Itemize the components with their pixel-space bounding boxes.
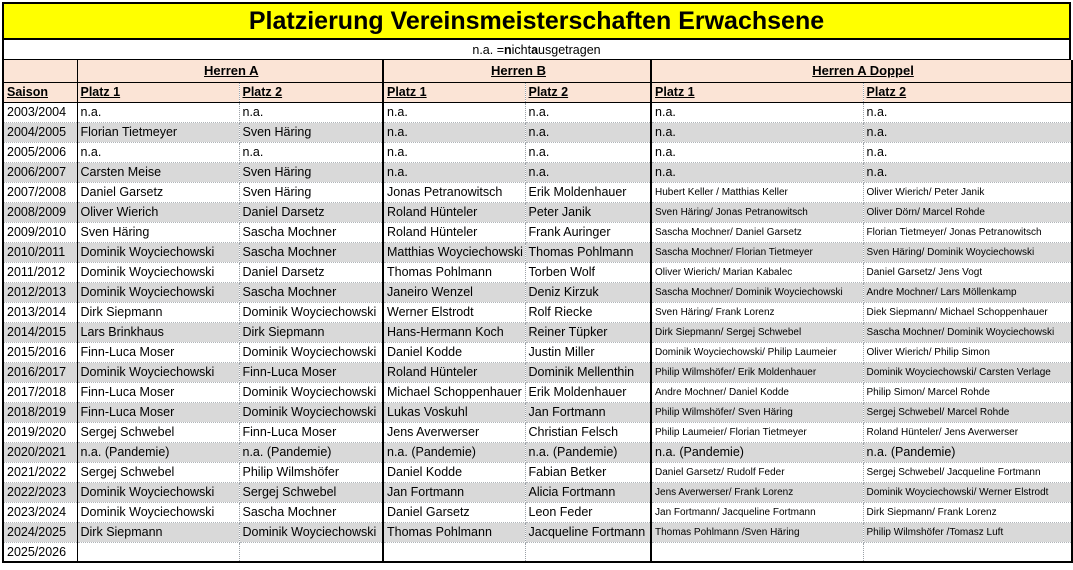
cell-herren-a-platz-1[interactable]: Dominik Woyciechowski: [77, 502, 239, 522]
cell-saison[interactable]: 2010/2011: [3, 242, 77, 262]
cell-herren-a-platz-2[interactable]: Sascha Mochner: [239, 222, 383, 242]
cell-herren-b-platz-1[interactable]: Roland Hünteler: [383, 202, 525, 222]
cell-herren-a-platz-1[interactable]: Sergej Schwebel: [77, 422, 239, 442]
cell-herren-b-platz-2[interactable]: Erik Moldenhauer: [525, 182, 651, 202]
table-row: [3, 342, 1072, 362]
cell-herren-a-platz-2[interactable]: Sascha Mochner: [239, 502, 383, 522]
cell-herren-a-platz-1[interactable]: Oliver Wierich: [77, 202, 239, 222]
table-row: [3, 462, 1072, 482]
cell-herren-b-platz-1[interactable]: Lukas Voskuhl: [383, 402, 525, 422]
cell-doppel-platz-1[interactable]: Jan Fortmann/ Jacqueline Fortmann: [651, 502, 863, 522]
cell-herren-b-platz-2[interactable]: Deniz Kirzuk: [525, 282, 651, 302]
cell-saison[interactable]: 2016/2017: [3, 362, 77, 382]
cell-herren-a-platz-1[interactable]: Dominik Woyciechowski: [77, 262, 239, 282]
cell-herren-a-platz-2[interactable]: Dominik Woyciechowski: [239, 522, 383, 542]
cell-herren-b-platz-1[interactable]: Roland Hünteler: [383, 222, 525, 242]
cell-herren-b-platz-1[interactable]: Jonas Petranowitsch: [383, 182, 525, 202]
cell-herren-a-platz-1[interactable]: Lars Brinkhaus: [77, 322, 239, 342]
cell-herren-b-platz-2[interactable]: Justin Miller: [525, 342, 651, 362]
cell-doppel-platz-2[interactable]: Andre Mochner/ Lars Möllenkamp: [863, 282, 1072, 302]
cell-doppel-platz-2[interactable]: Dominik Woyciechowski/ Carsten Verlage: [863, 362, 1072, 382]
cell-saison[interactable]: 2015/2016: [3, 342, 77, 362]
legend-note: [2, 40, 1071, 60]
cell-saison[interactable]: 2021/2022: [3, 462, 77, 482]
header-doppel-platz-1[interactable]: Platz 1: [651, 82, 863, 102]
cell-herren-b-platz-1[interactable]: Hans-Hermann Koch: [383, 322, 525, 342]
table-row: [3, 242, 1072, 262]
cell-herren-b-platz-2[interactable]: Jacqueline Fortmann: [525, 522, 651, 542]
cell-herren-b-platz-2[interactable]: Peter Janik: [525, 202, 651, 222]
table-row: [3, 162, 1072, 182]
cell-herren-b-platz-2[interactable]: Alicia Fortmann: [525, 482, 651, 502]
cell-herren-b-platz-2[interactable]: Thomas Pohlmann: [525, 242, 651, 262]
cell-herren-a-platz-1[interactable]: Daniel Garsetz: [77, 182, 239, 202]
cell-doppel-platz-2[interactable]: n.a.: [863, 142, 1072, 162]
cell-herren-b-platz-2[interactable]: n.a.: [525, 142, 651, 162]
cell-herren-a-platz-2[interactable]: Dominik Woyciechowski: [239, 402, 383, 422]
note-text: usgetragen: [538, 42, 601, 57]
cell-saison[interactable]: 2022/2023: [3, 482, 77, 502]
cell-herren-a-platz-1[interactable]: Finn-Luca Moser: [77, 342, 239, 362]
cell-herren-a-platz-1[interactable]: Dirk Siepmann: [77, 522, 239, 542]
cell-doppel-platz-1[interactable]: n.a.: [651, 142, 863, 162]
cell-herren-b-platz-1[interactable]: Daniel Garsetz: [383, 502, 525, 522]
cell-herren-b-platz-1[interactable]: Daniel Kodde: [383, 342, 525, 362]
cell-doppel-platz-2[interactable]: Sven Häring/ Dominik Woyciechowski: [863, 242, 1072, 262]
cell-herren-b-platz-1[interactable]: Thomas Pohlmann: [383, 262, 525, 282]
cell-herren-b-platz-1[interactable]: Jens Averwerser: [383, 422, 525, 442]
table-row: [3, 422, 1072, 442]
cell-doppel-platz-2[interactable]: n.a.: [863, 162, 1072, 182]
cell-herren-b-platz-2[interactable]: Rolf Riecke: [525, 302, 651, 322]
table-row: [3, 442, 1072, 462]
cell-herren-b-platz-2[interactable]: Leon Feder: [525, 502, 651, 522]
cell-doppel-platz-1[interactable]: Sven Häring/ Frank Lorenz: [651, 302, 863, 322]
cell-herren-b-platz-2[interactable]: n.a. (Pandemie): [525, 442, 651, 462]
cell-saison[interactable]: 2017/2018: [3, 382, 77, 402]
sheet-title: Platzierung Vereinsmeisterschaften Erwachsene: [2, 2, 1071, 40]
cell-herren-b-platz-1[interactable]: Thomas Pohlmann: [383, 522, 525, 542]
cell-doppel-platz-1[interactable]: Daniel Garsetz/ Rudolf Feder: [651, 462, 863, 482]
table-row: [3, 182, 1072, 202]
cell-herren-a-platz-2[interactable]: Sven Häring: [239, 162, 383, 182]
cell-herren-a-platz-1[interactable]: Dominik Woyciechowski: [77, 242, 239, 262]
table-row: [3, 122, 1072, 142]
cell-herren-a-platz-1[interactable]: Dominik Woyciechowski: [77, 362, 239, 382]
cell-herren-a-platz-1[interactable]: n.a. (Pandemie): [77, 442, 239, 462]
cell-doppel-platz-2[interactable]: Oliver Wierich/ Peter Janik: [863, 182, 1072, 202]
cell-herren-a-platz-1[interactable]: n.a.: [77, 102, 239, 122]
cell-herren-a-platz-1[interactable]: Dominik Woyciechowski: [77, 482, 239, 502]
cell-doppel-platz-2[interactable]: Oliver Dörn/ Marcel Rohde: [863, 202, 1072, 222]
table-row: [3, 322, 1072, 342]
header-saison[interactable]: Saison: [3, 82, 77, 102]
cell-doppel-platz-1[interactable]: Dominik Woyciechowski/ Philip Laumeier: [651, 342, 863, 362]
cell-herren-a-platz-1[interactable]: [77, 542, 239, 562]
cell-doppel-platz-1[interactable]: n.a.: [651, 122, 863, 142]
cell-herren-b-platz-2[interactable]: Frank Auringer: [525, 222, 651, 242]
cell-doppel-platz-1[interactable]: Oliver Wierich/ Marian Kabalec: [651, 262, 863, 282]
cell-doppel-platz-1[interactable]: Sven Häring/ Jonas Petranowitsch: [651, 202, 863, 222]
table-row: [3, 142, 1072, 162]
table-row: [3, 542, 1072, 562]
header-herren-b-platz-2[interactable]: Platz 2: [525, 82, 651, 102]
cell-herren-b-platz-1[interactable]: Werner Elstrodt: [383, 302, 525, 322]
cell-doppel-platz-1[interactable]: Philip Wilmshöfer/ Erik Moldenhauer: [651, 362, 863, 382]
cell-saison[interactable]: 2009/2010: [3, 222, 77, 242]
cell-herren-b-platz-1[interactable]: Matthias Woyciechowski: [383, 242, 525, 262]
cell-doppel-platz-1[interactable]: n.a.: [651, 162, 863, 182]
cell-doppel-platz-2[interactable]: n.a. (Pandemie): [863, 442, 1072, 462]
cell-doppel-platz-1[interactable]: Andre Mochner/ Daniel Kodde: [651, 382, 863, 402]
cell-doppel-platz-2[interactable]: Sascha Mochner/ Dominik Woyciechowski: [863, 322, 1072, 342]
cell-herren-b-platz-1[interactable]: n.a. (Pandemie): [383, 442, 525, 462]
cell-herren-b-platz-1[interactable]: Jan Fortmann: [383, 482, 525, 502]
table-row: [3, 382, 1072, 402]
group-herren-a: Herren A: [77, 60, 383, 82]
cell-herren-a-platz-2[interactable]: n.a. (Pandemie): [239, 442, 383, 462]
cell-doppel-platz-2[interactable]: [863, 542, 1072, 562]
cell-saison[interactable]: 2011/2012: [3, 262, 77, 282]
column-header-row: [3, 82, 1072, 102]
cell-herren-b-platz-1[interactable]: n.a.: [383, 162, 525, 182]
cell-herren-b-platz-1[interactable]: [383, 542, 525, 562]
table-row: [3, 502, 1072, 522]
cell-herren-a-platz-2[interactable]: Finn-Luca Moser: [239, 422, 383, 442]
cell-doppel-platz-1[interactable]: Sascha Mochner/ Florian Tietmeyer: [651, 242, 863, 262]
cell-saison[interactable]: 2012/2013: [3, 282, 77, 302]
cell-herren-a-platz-1[interactable]: n.a.: [77, 142, 239, 162]
cell-doppel-platz-1[interactable]: Thomas Pohlmann /Sven Häring: [651, 522, 863, 542]
table-row: [3, 202, 1072, 222]
cell-herren-a-platz-2[interactable]: Dominik Woyciechowski: [239, 382, 383, 402]
cell-doppel-platz-1[interactable]: Jens Averwerser/ Frank Lorenz: [651, 482, 863, 502]
cell-herren-a-platz-2[interactable]: Sascha Mochner: [239, 282, 383, 302]
cell-doppel-platz-1[interactable]: Dirk Siepmann/ Sergej Schwebel: [651, 322, 863, 342]
cell-saison[interactable]: 2003/2004: [3, 102, 77, 122]
cell-saison[interactable]: 2014/2015: [3, 322, 77, 342]
cell-herren-b-platz-2[interactable]: Fabian Betker: [525, 462, 651, 482]
cell-herren-a-platz-1[interactable]: Finn-Luca Moser: [77, 402, 239, 422]
cell-doppel-platz-1[interactable]: Sascha Mochner/ Dominik Woyciechowski: [651, 282, 863, 302]
cell-doppel-platz-2[interactable]: Sergej Schwebel/ Marcel Rohde: [863, 402, 1072, 422]
cell-saison[interactable]: 2024/2025: [3, 522, 77, 542]
cell-doppel-platz-2[interactable]: Florian Tietmeyer/ Jonas Petranowitsch: [863, 222, 1072, 242]
cell-herren-a-platz-2[interactable]: Dominik Woyciechowski: [239, 342, 383, 362]
cell-herren-a-platz-1[interactable]: Sven Häring: [77, 222, 239, 242]
cell-herren-a-platz-2[interactable]: Sergej Schwebel: [239, 482, 383, 502]
cell-herren-b-platz-1[interactable]: Janeiro Wenzel: [383, 282, 525, 302]
cell-herren-b-platz-2[interactable]: Reiner Tüpker: [525, 322, 651, 342]
cell-saison[interactable]: 2023/2024: [3, 502, 77, 522]
cell-herren-b-platz-2[interactable]: n.a.: [525, 162, 651, 182]
cell-herren-a-platz-2[interactable]: Sven Häring: [239, 182, 383, 202]
cell-herren-b-platz-1[interactable]: Daniel Kodde: [383, 462, 525, 482]
cell-saison[interactable]: 2004/2005: [3, 122, 77, 142]
cell-herren-a-platz-2[interactable]: Finn-Luca Moser: [239, 362, 383, 382]
cell-herren-a-platz-1[interactable]: Dirk Siepmann: [77, 302, 239, 322]
cell-herren-b-platz-1[interactable]: n.a.: [383, 142, 525, 162]
cell-herren-b-platz-2[interactable]: n.a.: [525, 102, 651, 122]
cell-herren-a-platz-2[interactable]: n.a.: [239, 102, 383, 122]
cell-saison[interactable]: 2020/2021: [3, 442, 77, 462]
cell-herren-a-platz-1[interactable]: Carsten Meise: [77, 162, 239, 182]
table-row: [3, 482, 1072, 502]
table-row: [3, 302, 1072, 322]
cell-herren-a-platz-1[interactable]: Dominik Woyciechowski: [77, 282, 239, 302]
cell-doppel-platz-2[interactable]: Diek Siepmann/ Michael Schoppenhauer: [863, 302, 1072, 322]
cell-saison[interactable]: 2008/2009: [3, 202, 77, 222]
cell-saison[interactable]: 2013/2014: [3, 302, 77, 322]
results-table: [2, 60, 1073, 563]
cell-doppel-platz-2[interactable]: Dirk Siepmann/ Frank Lorenz: [863, 502, 1072, 522]
cell-herren-b-platz-2[interactable]: Jan Fortmann: [525, 402, 651, 422]
cell-saison[interactable]: 2007/2008: [3, 182, 77, 202]
table-row: [3, 102, 1072, 122]
cell-herren-b-platz-2[interactable]: Torben Wolf: [525, 262, 651, 282]
cell-herren-a-platz-2[interactable]: n.a.: [239, 142, 383, 162]
cell-saison[interactable]: 2018/2019: [3, 402, 77, 422]
table-row: [3, 282, 1072, 302]
cell-herren-b-platz-1[interactable]: Michael Schoppenhauer: [383, 382, 525, 402]
cell-doppel-platz-1[interactable]: n.a. (Pandemie): [651, 442, 863, 462]
header-herren-a-platz-1[interactable]: Platz 1: [77, 82, 239, 102]
cell-doppel-platz-1[interactable]: Philip Wilmshöfer/ Sven Häring: [651, 402, 863, 422]
table-row: [3, 522, 1072, 542]
header-herren-a-platz-2[interactable]: Platz 2: [239, 82, 383, 102]
group-herren-a-doppel: Herren A Doppel: [651, 60, 1072, 82]
cell-doppel-platz-1[interactable]: [651, 542, 863, 562]
cell-herren-b-platz-1[interactable]: n.a.: [383, 102, 525, 122]
table-row: [3, 362, 1072, 382]
group-header-row: [3, 60, 1072, 82]
cell-doppel-platz-2[interactable]: Daniel Garsetz/ Jens Vogt: [863, 262, 1072, 282]
table-row: [3, 402, 1072, 422]
cell-herren-b-platz-2[interactable]: Dominik Mellenthin: [525, 362, 651, 382]
note-bold: a: [531, 42, 539, 57]
cell-herren-b-platz-1[interactable]: Roland Hünteler: [383, 362, 525, 382]
cell-herren-a-platz-2[interactable]: Daniel Darsetz: [239, 262, 383, 282]
cell-doppel-platz-2[interactable]: n.a.: [863, 102, 1072, 122]
cell-herren-a-platz-1[interactable]: Florian Tietmeyer: [77, 122, 239, 142]
cell-herren-b-platz-2[interactable]: n.a.: [525, 122, 651, 142]
cell-herren-a-platz-2[interactable]: Sascha Mochner: [239, 242, 383, 262]
group-empty-cell: [3, 60, 77, 82]
note-text: icht: [511, 42, 532, 57]
header-herren-b-platz-1[interactable]: Platz 1: [383, 82, 525, 102]
cell-doppel-platz-2[interactable]: Oliver Wierich/ Philip Simon: [863, 342, 1072, 362]
table-body: [3, 102, 1072, 562]
cell-saison[interactable]: 2005/2006: [3, 142, 77, 162]
cell-herren-b-platz-1[interactable]: n.a.: [383, 122, 525, 142]
cell-saison[interactable]: 2025/2026: [3, 542, 77, 562]
cell-saison[interactable]: 2019/2020: [3, 422, 77, 442]
cell-doppel-platz-1[interactable]: Hubert Keller / Matthias Keller: [651, 182, 863, 202]
cell-herren-a-platz-2[interactable]: Sven Häring: [239, 122, 383, 142]
cell-doppel-platz-2[interactable]: Philip Wilmshöfer /Tomasz Luft: [863, 522, 1072, 542]
cell-herren-a-platz-2[interactable]: [239, 542, 383, 562]
header-doppel-platz-2[interactable]: Platz 2: [863, 82, 1072, 102]
cell-herren-a-platz-1[interactable]: Finn-Luca Moser: [77, 382, 239, 402]
note-bold: n: [504, 42, 512, 57]
cell-herren-a-platz-2[interactable]: Daniel Darsetz: [239, 202, 383, 222]
cell-herren-a-platz-2[interactable]: Dominik Woyciechowski: [239, 302, 383, 322]
cell-doppel-platz-1[interactable]: Philip Laumeier/ Florian Tietmeyer: [651, 422, 863, 442]
cell-herren-a-platz-2[interactable]: Philip Wilmshöfer: [239, 462, 383, 482]
cell-doppel-platz-2[interactable]: Dominik Woyciechowski/ Werner Elstrodt: [863, 482, 1072, 502]
cell-doppel-platz-1[interactable]: Sascha Mochner/ Daniel Garsetz: [651, 222, 863, 242]
cell-saison[interactable]: 2006/2007: [3, 162, 77, 182]
cell-herren-a-platz-1[interactable]: Sergej Schwebel: [77, 462, 239, 482]
spreadsheet: [2, 2, 1071, 563]
table-row: [3, 222, 1072, 242]
group-herren-b: Herren B: [383, 60, 651, 82]
note-text: n.a. =: [472, 42, 504, 57]
cell-doppel-platz-2[interactable]: n.a.: [863, 122, 1072, 142]
cell-doppel-platz-2[interactable]: Sergej Schwebel/ Jacqueline Fortmann: [863, 462, 1072, 482]
cell-herren-b-platz-2[interactable]: Christian Felsch: [525, 422, 651, 442]
cell-herren-b-platz-2[interactable]: [525, 542, 651, 562]
cell-herren-b-platz-2[interactable]: Erik Moldenhauer: [525, 382, 651, 402]
table-row: [3, 262, 1072, 282]
cell-doppel-platz-1[interactable]: n.a.: [651, 102, 863, 122]
cell-herren-a-platz-2[interactable]: Dirk Siepmann: [239, 322, 383, 342]
cell-doppel-platz-2[interactable]: Philip Simon/ Marcel Rohde: [863, 382, 1072, 402]
cell-doppel-platz-2[interactable]: Roland Hünteler/ Jens Averwerser: [863, 422, 1072, 442]
